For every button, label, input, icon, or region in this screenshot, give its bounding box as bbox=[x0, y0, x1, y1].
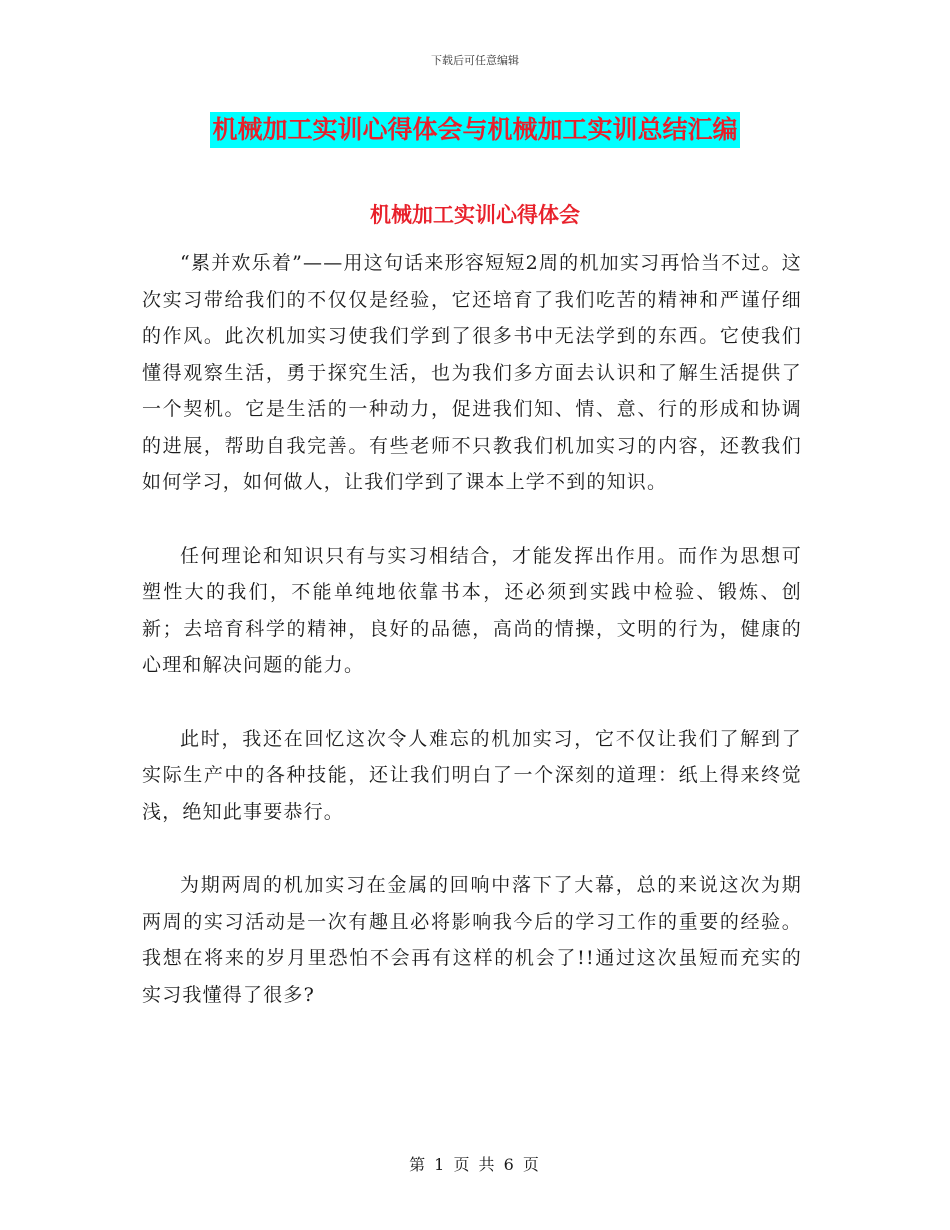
paragraph: “累并欢乐着”——用这句话来形容短短2周的机加实习再恰当不过。这次实习带给我们的不仅仅是经验，它还培育了我们吃苦的精神和严谨仔细的作风。此次机加实习使我们学到了很多书中无法学到的东西。它使我们懂得观察生活，勇于探究生活，也为我们多方面去认识和了解生活提供了一个契机。它是生活的一种动力，促进我们知、情、意、行的形成和协调的进展，帮助自我完善。有些老师不只教我们机加实习的内容，还教我们如何学习，如何做人，让我们学到了课本上学不到的知识。 bbox=[142, 252, 802, 493]
body-text bbox=[142, 245, 802, 1050]
page-number-footer: 第 1 页 共 6 页 bbox=[409, 1155, 541, 1174]
document-title: 机械加工实训心得体会与机械加工实训总结汇编 bbox=[210, 112, 739, 148]
header-note: 下载后可任意编辑 bbox=[431, 54, 519, 67]
section-title: 机械加工实训心得体会 bbox=[370, 203, 580, 227]
paragraph: 此时，我还在回忆这次令人难忘的机加实习，它不仅让我们了解到了实际生产中的各种技能，还让我们明白了一个深刻的道理：纸上得来终觉浅，绝知此事要恭行。 bbox=[142, 727, 802, 823]
paragraph: 任何理论和知识只有与实习相结合，才能发挥出作用。而作为思想可塑性大的我们，不能单纯地依靠书本，还必须到实践中检验、锻炼、创新；去培育科学的精神，良好的品德，高尚的情操，文明的行为，健康的心理和解决问题的能力。 bbox=[142, 544, 802, 676]
document-title-container bbox=[0, 112, 950, 148]
paragraph: 为期两周的机加实习在金属的回响中落下了大幕，总的来说这次为期两周的实习活动是一次有趣且必将影响我今后的学习工作的重要的经验。我想在将来的岁月里恐怕不会再有这样的机会了!!通过这次虽短而充实的实习我懂得了很多? bbox=[142, 874, 802, 1006]
